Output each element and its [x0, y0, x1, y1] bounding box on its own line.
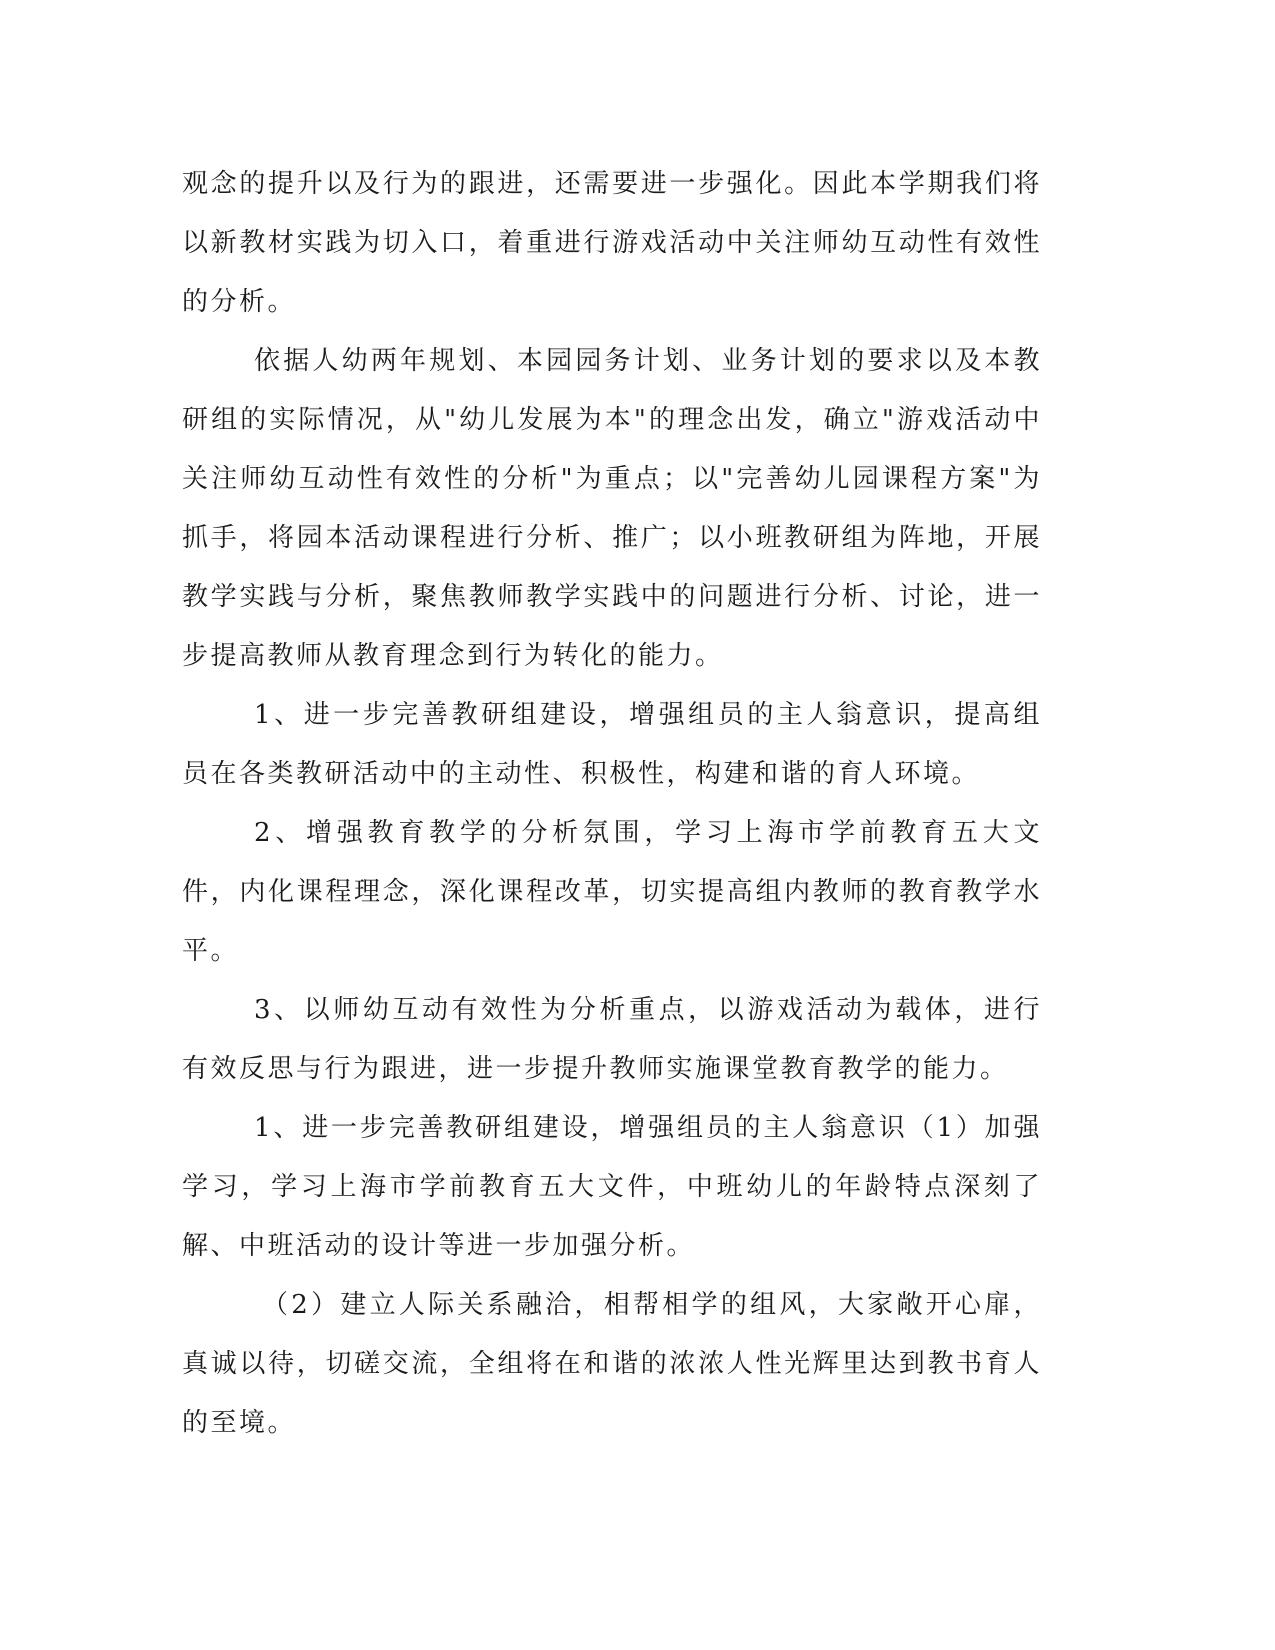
paragraph-goal-1: 1、进一步完善教研组建设，增强组员的主人翁意识，提高组员在各类教研活动中的主动性、积极性，构建和谐的育人环境。 — [182, 700, 1042, 789]
document-body — [182, 155, 1042, 1453]
paragraph-goal-3: 3、以师幼互动有效性为分析重点，以游戏活动为载体，进行有效反思与行为跟进，进一步提升教师实施课堂教育教学的能力。 — [182, 995, 1042, 1084]
paragraph-goal-2: 2、增强教育教学的分析氛围，学习上海市学前教育五大文件，内化课程理念，深化课程改革，切实提高组内教师的教育教学水平。 — [182, 818, 1042, 966]
paragraph-basis: 依据人幼两年规划、本园园务计划、业务计划的要求以及本教研组的实际情况，从"幼儿发展为本"的理念出发，确立"游戏活动中关注师幼互动性有效性的分析"为重点；以"完善幼儿园课程方案"为抓手，将园本活动课程进行分析、推广；以小班教研组为阵地，开展教学实践与分析，聚焦教师教学实践中的问题进行分析、讨论，进一步提高教师从教育理念到行为转化的能力。 — [182, 346, 1042, 671]
paragraph-intro: 观念的提升以及行为的跟进，还需要进一步强化。因此本学期我们将以新教材实践为切入口，着重进行游戏活动中关注师幼互动性有效性的分析。 — [182, 169, 1042, 317]
paragraph-measure-1-sub-2: （2）建立人际关系融洽，相帮相学的组风，大家敞开心扉，真诚以待，切磋交流，全组将在和谐的浓浓人性光辉里达到教书育人的至境。 — [182, 1290, 1042, 1438]
paragraph-measure-1: 1、进一步完善教研组建设，增强组员的主人翁意识（1）加强学习，学习上海市学前教育五大文件，中班幼儿的年龄特点深刻了解、中班活动的设计等进一步加强分析。 — [182, 1113, 1042, 1261]
